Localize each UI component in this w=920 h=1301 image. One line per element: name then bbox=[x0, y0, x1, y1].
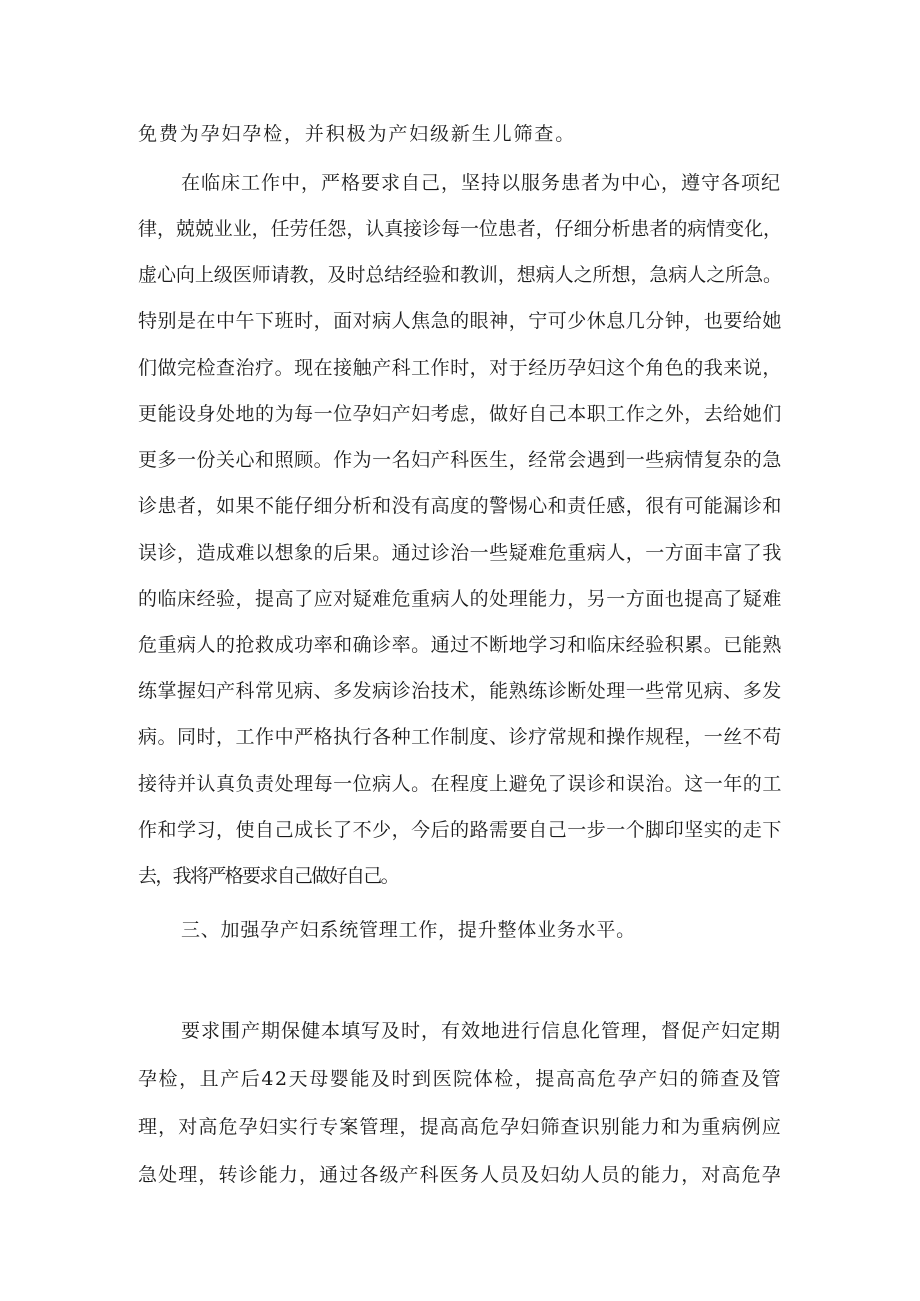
text-line: 的临床经验，提高了应对疑难危重病人的处理能力，另一方面也提高了疑难 bbox=[138, 588, 782, 610]
text-line: 们做完检查治疗。现在接触产科工作时，对于经历孕妇这个角色的我来说， bbox=[138, 357, 782, 379]
text-line: 虚心向上级医师请教，及时总结经验和教训，想病人之所想，急病人之所急。 bbox=[138, 264, 782, 286]
text-line: 诊患者，如果不能仔细分析和没有高度的警惕心和责任感，很有可能漏诊和 bbox=[138, 495, 782, 517]
text-line: 接待并认真负责处理每一位病人。在程度上避免了误诊和误治。这一年的工 bbox=[138, 773, 782, 795]
text-line: 练掌握妇产科常见病、多发病诊治技术，能熟练诊断处理一些常见病、多发 bbox=[138, 680, 782, 702]
text-line: 在临床工作中，严格要求自己，坚持以服务患者为中心，遵守各项纪 bbox=[181, 172, 782, 194]
text-line: 孕检，且产后42天母婴能及时到医院体检，提高高危孕产妇的筛查及管 bbox=[138, 1068, 783, 1090]
text-line: 病。同时，工作中严格执行各种工作制度、诊疗常规和操作规程，一丝不苟 bbox=[138, 726, 782, 748]
text-line: 作和学习，使自己成长了不少，今后的路需要自己一步一个脚印坚实的走下 bbox=[138, 819, 782, 841]
text-line: 律，兢兢业业，任劳任怨，认真接诊每一位患者，仔细分析患者的病情变化， bbox=[138, 218, 782, 240]
text-line: 更能设身处地的为每一位孕妇产妇考虑，做好自己本职工作之外，去给她们 bbox=[138, 403, 782, 425]
text-line: 特别是在中午下班时，面对病人焦急的眼神，宁可少休息几分钟，也要给她 bbox=[138, 310, 782, 332]
text-line: 急处理，转诊能力，通过各级产科医务人员及妇幼人员的能力，对高危孕 bbox=[138, 1164, 782, 1186]
text-line: 要求围产期保健本填写及时，有效地进行信息化管理，督促产妇定期 bbox=[181, 1020, 782, 1042]
section-heading: 三、加强孕产妇系统管理工作，提升整体业务水平。 bbox=[181, 919, 636, 941]
text-line: 更多一份关心和照顾。作为一名妇产科医生，经常会遇到一些病情复杂的急 bbox=[138, 449, 782, 471]
text-line: 免费为孕妇孕检，并积极为产妇级新生儿筛查。 bbox=[138, 123, 577, 145]
text-line: 危重病人的抢救成功率和确诊率。通过不断地学习和临床经验积累。已能熟 bbox=[138, 634, 782, 656]
text-line: 去，我将严格要求自己做好自己。 bbox=[138, 865, 398, 887]
text-line: 理，对高危孕妇实行专案管理，提高高危孕妇筛查识别能力和为重病例应 bbox=[138, 1116, 782, 1138]
text-line: 误诊，造成难以想象的后果。通过诊治一些疑难危重病人，一方面丰富了我 bbox=[138, 542, 782, 564]
